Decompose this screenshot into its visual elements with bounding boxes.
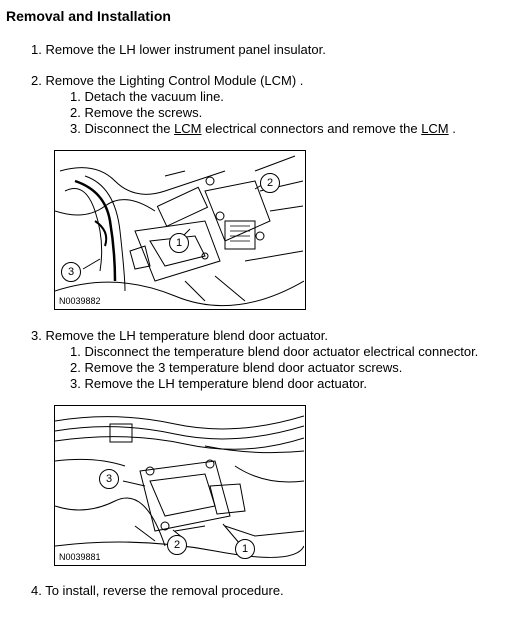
callout-1: 1 bbox=[235, 539, 255, 559]
callout-3: 3 bbox=[61, 262, 81, 282]
callout-2: 2 bbox=[260, 173, 280, 193]
figure-id: N0039882 bbox=[59, 296, 101, 306]
lcm-link[interactable]: LCM bbox=[174, 121, 202, 136]
step-3-sub-3: 3. Remove the LH temperature blend door actuator. bbox=[70, 376, 368, 391]
step-3-sub-2: 2. Remove the 3 temperature blend door actuator screws. bbox=[70, 360, 403, 375]
step-2: 2. Remove the Lighting Control Module (LCM) . bbox=[31, 73, 304, 88]
step-4: 4. To install, reverse the removal procedure. bbox=[31, 583, 284, 598]
sub-3-text-c: . bbox=[448, 121, 456, 136]
lcm-link[interactable]: LCM bbox=[421, 121, 449, 136]
step-2-sub-1: 1. Detach the vacuum line. bbox=[70, 89, 224, 104]
callout-3: 3 bbox=[99, 469, 119, 489]
sub-3-text-a: 3. Disconnect the bbox=[70, 121, 175, 136]
step-1: 1. Remove the LH lower instrument panel insulator. bbox=[31, 42, 326, 57]
figure-lcm bbox=[54, 150, 306, 310]
step-3: 3. Remove the LH temperature blend door actuator. bbox=[31, 328, 329, 343]
step-2-sub-2: 2. Remove the screws. bbox=[70, 105, 203, 120]
figure-blend-door-actuator bbox=[54, 405, 306, 566]
sub-3-text-b: electrical connectors and remove the bbox=[201, 121, 422, 136]
step-3-sub-1: 1. Disconnect the temperature blend door actuator electrical connector. bbox=[70, 344, 479, 359]
figure-id: N0039881 bbox=[59, 552, 101, 562]
callout-2: 2 bbox=[167, 535, 187, 555]
section-heading: Removal and Installation bbox=[6, 8, 171, 24]
step-2-sub-3 bbox=[70, 121, 456, 136]
callout-1: 1 bbox=[169, 233, 189, 253]
